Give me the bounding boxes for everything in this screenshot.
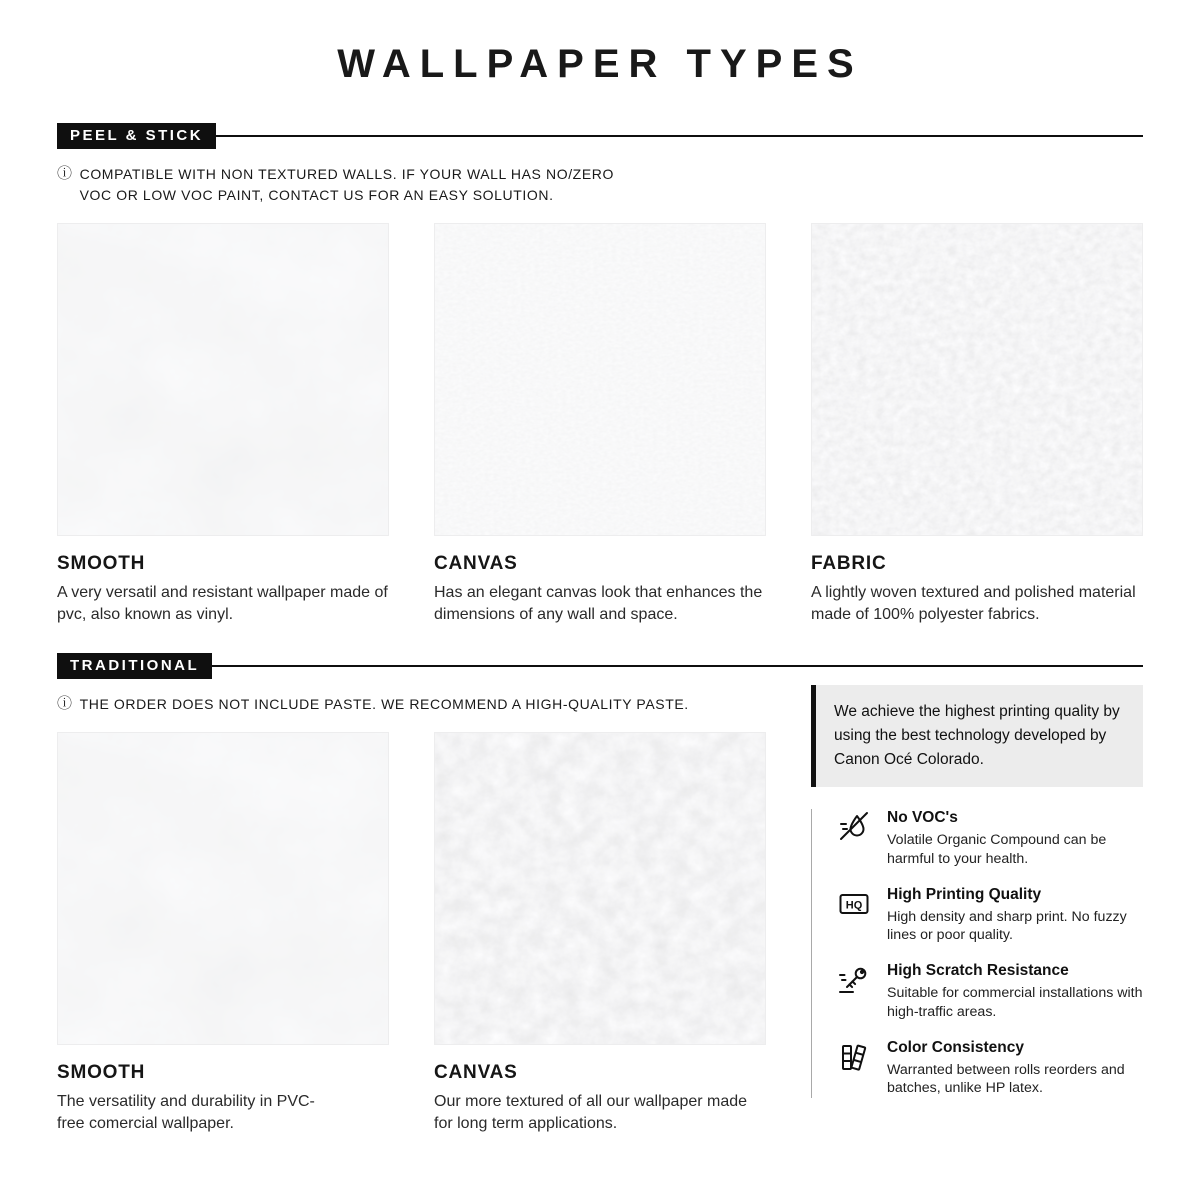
info-panel	[811, 685, 1143, 1098]
swatch-name: CANVAS	[434, 553, 518, 574]
feature-item-scratch-resistance	[836, 962, 1143, 1021]
swatch-card-canvas-traditional	[434, 732, 766, 1135]
swatch-name: SMOOTH	[57, 553, 146, 574]
peel-stick-rule	[216, 135, 1143, 137]
swatch-name: FABRIC	[811, 553, 887, 574]
hq-printing-icon	[836, 886, 872, 922]
peel-stick-header	[57, 123, 1143, 149]
swatch-card-canvas	[434, 223, 766, 626]
printing-quality-quote: We achieve the highest printing quality by using the best technology developed by Canon Océ Colorado.	[811, 685, 1143, 787]
swatch-card-smooth	[57, 223, 389, 626]
swatch-description: Our more textured of all our wallpaper made for long term applications.	[434, 1093, 748, 1133]
traditional-swatch-grid	[57, 732, 766, 1135]
swatch-card-fabric	[811, 223, 1143, 626]
feature-title: High Printing Quality	[887, 885, 1042, 903]
smooth-texture-sample	[57, 223, 389, 536]
rough-canvas-texture-sample	[434, 732, 766, 1045]
traditional-swatches-column	[57, 679, 766, 1135]
peel-stick-swatch-grid	[57, 223, 1143, 626]
traditional-rule	[212, 665, 1143, 667]
svg-text:HQ: HQ	[845, 899, 863, 912]
info-icon: ⓘ	[57, 165, 73, 182]
feature-item-no-voc	[836, 809, 1143, 868]
traditional-section	[57, 653, 1143, 1135]
feature-description: High density and sharp print. No fuzzy lines or poor quality.	[887, 908, 1127, 944]
smooth-texture-sample	[57, 732, 389, 1045]
feature-title: No VOC's	[887, 809, 958, 827]
feature-title: Color Consistency	[887, 1038, 1024, 1056]
feature-description: Suitable for commercial installations with high-traffic areas.	[887, 985, 1143, 1020]
info-icon: ⓘ	[57, 695, 73, 713]
feature-description: Volatile Organic Compound can be harmful to your health.	[887, 832, 1107, 867]
page-title: WALLPAPER TYPES	[337, 42, 863, 86]
swatch-description: A lightly woven textured and polished material made of 100% polyester fabrics.	[811, 584, 1136, 624]
traditional-note	[57, 694, 766, 715]
canvas-texture-sample	[434, 223, 766, 536]
traditional-note-text: THE ORDER DOES NOT INCLUDE PASTE. WE RECOMMEND A HIGH-QUALITY PASTE.	[79, 696, 689, 713]
fabric-texture-sample	[811, 223, 1143, 536]
traditional-header	[57, 653, 1143, 679]
feature-title: High Scratch Resistance	[887, 962, 1069, 980]
feature-list	[811, 809, 1143, 1098]
peel-stick-section	[57, 123, 1143, 626]
color-consistency-icon	[836, 1039, 872, 1075]
traditional-label: TRADITIONAL	[57, 653, 212, 679]
swatch-name: SMOOTH	[57, 1062, 146, 1084]
swatch-description: A very versatil and resistant wallpaper made of pvc, also known as vinyl.	[57, 584, 388, 624]
swatch-description: Has an elegant canvas look that enhances the dimensions of any wall and space.	[434, 584, 763, 624]
feature-item-color-consistency	[836, 1039, 1143, 1098]
swatch-name: CANVAS	[434, 1062, 518, 1084]
feature-description: Warranted between rolls reorders and batches, unlike HP latex.	[887, 1061, 1125, 1097]
swatch-description: The versatility and durability in PVC-free comercial wallpaper.	[57, 1093, 315, 1133]
feature-item-printing-quality	[836, 886, 1143, 945]
peel-stick-label: PEEL & STICK	[57, 123, 216, 149]
scratch-resistance-icon	[836, 962, 872, 998]
no-voc-icon	[836, 809, 872, 845]
swatch-card-smooth-traditional	[57, 732, 389, 1135]
peel-stick-note-text: COMPATIBLE WITH NON TEXTURED WALLS. IF YOUR WALL HAS NO/ZERO VOC OR LOW VOC PAINT, CONTACT US FOR AN EASY SOLUTION.	[79, 166, 614, 203]
peel-stick-note	[57, 164, 1143, 206]
